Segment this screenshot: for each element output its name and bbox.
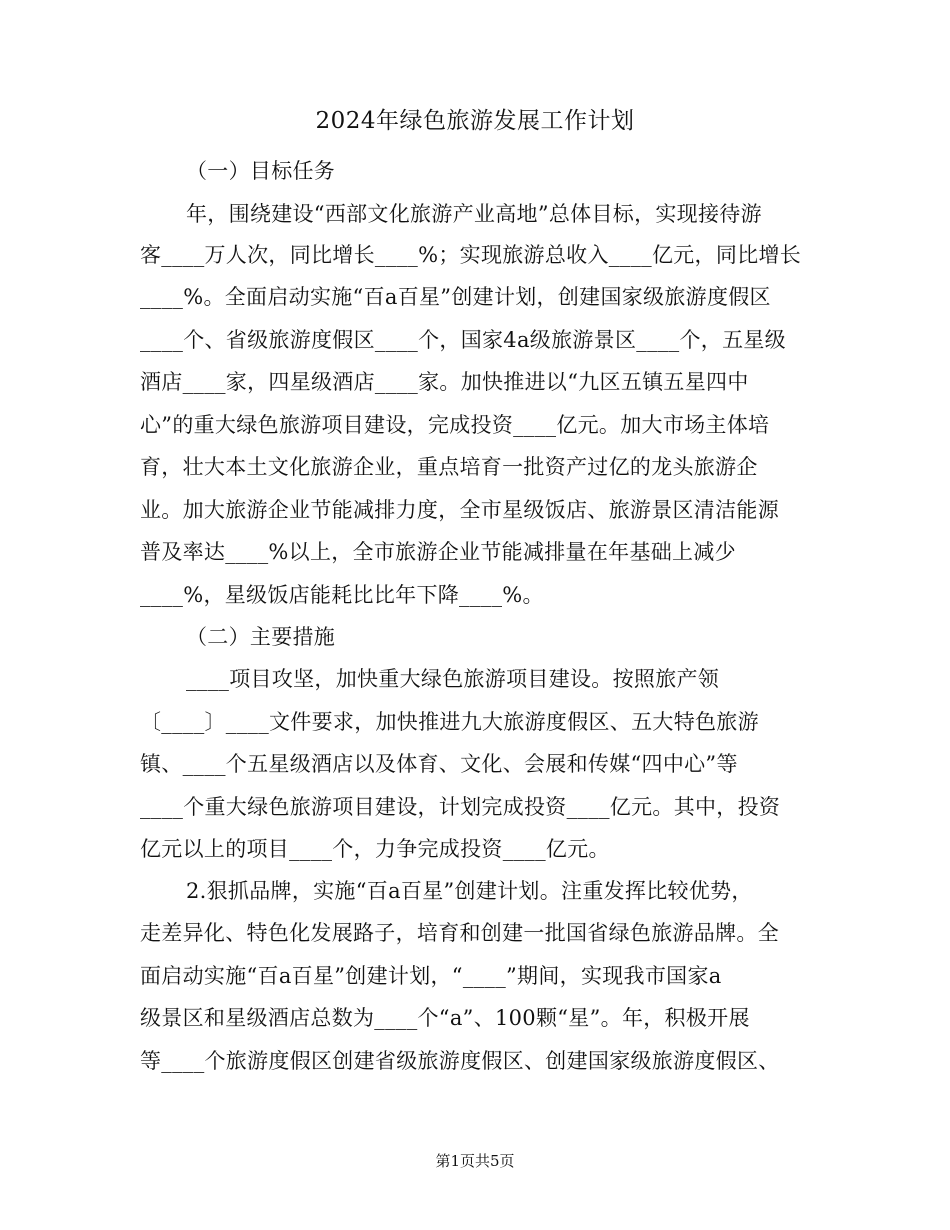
body-line: ____%。全面启动实施“百a百星”创建计划，创建国家级旅游度假区 <box>140 285 771 309</box>
body-line: 心”的重大绿色旅游项目建设，完成投资____亿元。加大市场主体培 <box>140 413 770 437</box>
document-title: 2024年绿色旅游发展工作计划 <box>315 108 635 134</box>
body-line: 等____个旅游度假区创建省级旅游度假区、创建国家级旅游度假区、 <box>140 1049 780 1073</box>
section-heading-1: （一）目标任务 <box>186 159 336 183</box>
body-line: 普及率达____%以上，全市旅游企业节能减排量在年基础上减少 <box>140 540 736 564</box>
body-line: 级景区和星级酒店总数为____个“a”、100颗“星”。年，积极开展 <box>140 1006 750 1030</box>
body-line: 育，壮大本土文化旅游企业，重点培育一批资产过亿的龙头旅游企 <box>140 455 758 479</box>
body-line: ____个、省级旅游度假区____个，国家4a级旅游景区____个，五星级 <box>140 328 786 352</box>
body-line: ____项目攻坚，加快重大绿色旅游项目建设。按照旅产领 <box>186 667 720 691</box>
body-line: 客____万人次，同比增长____%；实现旅游总收入____亿元，同比增长 <box>140 243 802 267</box>
body-line: 面启动实施“百a百星”创建计划，“____”期间，实现我市国家a <box>140 964 722 988</box>
body-line: 亿元以上的项目____个，力争完成投资____亿元。 <box>140 837 610 861</box>
body-line: ____%，星级饭店能耗比比年下降____%。 <box>140 583 544 607</box>
body-line: 业。加大旅游企业节能减排力度，全市星级饭店、旅游景区清洁能源 <box>140 498 779 522</box>
body-line: 酒店____家，四星级酒店____家。加快推进以“九区五镇五星四中 <box>140 370 749 394</box>
section-heading-2: （二）主要措施 <box>186 625 336 649</box>
page-number: 第1页共5页 <box>435 1152 515 1170</box>
body-line: ____个重大绿色旅游项目建设，计划完成投资____亿元。其中，投资 <box>140 795 781 819</box>
body-line: 〔____〕____文件要求，加快推进九大旅游度假区、五大特色旅游 <box>140 710 759 734</box>
body-line: 年，围绕建设“西部文化旅游产业高地”总体目标，实现接待游 <box>186 202 762 226</box>
body-line: 走差异化、特色化发展路子，培育和创建一批国省绿色旅游品牌。全 <box>140 921 779 945</box>
body-line: 2.狠抓品牌，实施“百a百星”创建计划。注重发挥比较优势， <box>186 879 753 903</box>
body-line: 镇、____个五星级酒店以及体育、文化、会展和传媒“四中心”等 <box>140 752 738 776</box>
